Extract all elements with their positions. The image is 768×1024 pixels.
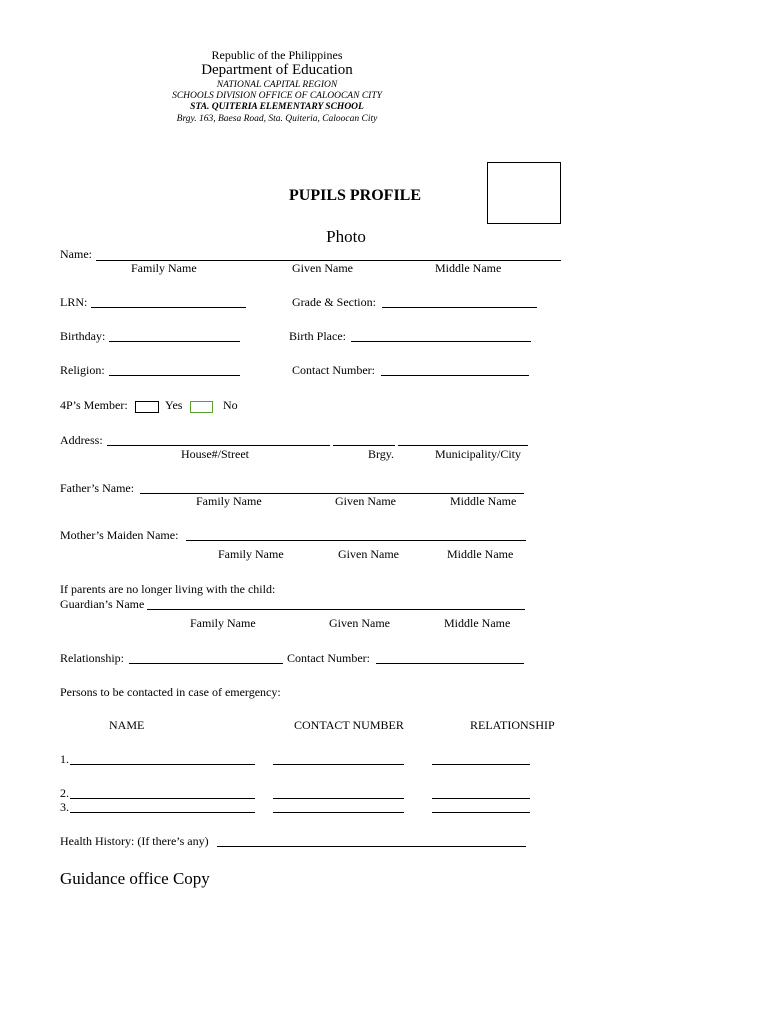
- photo-label: Photo: [326, 227, 366, 246]
- address-city-caption: Municipality/City: [435, 447, 521, 461]
- mother-middle-caption: Middle Name: [447, 547, 514, 561]
- page-title: PUPILS PROFILE: [288, 187, 422, 204]
- contact-number-field[interactable]: [381, 375, 529, 376]
- religion-field[interactable]: [109, 375, 240, 376]
- photo-box[interactable]: [487, 162, 561, 224]
- member-no-checkbox[interactable]: [190, 401, 213, 413]
- member-label: 4P’s Member:: [60, 398, 128, 412]
- member-yes-checkbox[interactable]: [135, 401, 159, 413]
- republic-text: Republic of the Philippines: [211, 48, 343, 62]
- region-text: NATIONAL CAPITAL REGION: [216, 80, 338, 90]
- mother-given-caption: Given Name: [338, 547, 399, 561]
- department-text: Department of Education: [201, 62, 353, 78]
- grade-section-label: Grade & Section:: [292, 295, 376, 309]
- guardian-name-label: Guardian’s Name: [60, 597, 145, 611]
- guardian-middle-caption: Middle Name: [444, 616, 511, 630]
- emergency-row2-contact-field[interactable]: [273, 798, 404, 799]
- birth-place-field[interactable]: [351, 341, 531, 342]
- school-text: STA. QUITERIA ELEMENTARY SCHOOL: [190, 102, 364, 112]
- guidance-copy-label: Guidance office Copy: [60, 869, 210, 888]
- emergency-row-number: 2.: [60, 786, 69, 800]
- member-yes-label: Yes: [165, 398, 183, 412]
- mother-name-field[interactable]: [186, 540, 526, 541]
- name-family-caption: Family Name: [131, 261, 197, 275]
- father-given-caption: Given Name: [335, 494, 396, 508]
- relationship-label: Relationship:: [60, 651, 124, 665]
- guardian-contact-label: Contact Number:: [287, 651, 370, 665]
- emergency-header-contact: CONTACT NUMBER: [294, 718, 404, 732]
- emergency-row2-name-field[interactable]: [70, 798, 255, 799]
- emergency-row1-contact-field[interactable]: [273, 764, 404, 765]
- emergency-row1-relationship-field[interactable]: [432, 764, 530, 765]
- emergency-row1-name-field[interactable]: [70, 764, 255, 765]
- division-text: SCHOOLS DIVISION OFFICE OF CALOOCAN CITY: [172, 91, 382, 101]
- address-city-field[interactable]: [398, 445, 528, 446]
- address-brgy-field[interactable]: [333, 445, 395, 446]
- father-name-label: Father’s Name:: [60, 481, 135, 495]
- grade-section-field[interactable]: [382, 307, 537, 308]
- emergency-row-number: 1.: [60, 752, 69, 766]
- health-history-field[interactable]: [217, 846, 526, 847]
- father-middle-caption: Middle Name: [450, 494, 517, 508]
- birthday-label: Birthday:: [60, 329, 106, 343]
- member-no-label: No: [223, 398, 238, 412]
- guardian-note: If parents are no longer living with the child:: [60, 582, 276, 596]
- emergency-row3-relationship-field[interactable]: [432, 812, 530, 813]
- address-street-caption: House#/Street: [181, 447, 249, 461]
- guardian-contact-field[interactable]: [376, 663, 524, 664]
- address-brgy-caption: Brgy.: [368, 447, 395, 461]
- contact-number-label: Contact Number:: [292, 363, 375, 377]
- emergency-header-name: NAME: [109, 718, 145, 732]
- birthday-field[interactable]: [109, 341, 240, 342]
- emergency-row2-relationship-field[interactable]: [432, 798, 530, 799]
- name-middle-caption: Middle Name: [435, 261, 502, 275]
- emergency-row-number: 3.: [60, 800, 69, 814]
- name-label: Name:: [60, 247, 92, 261]
- guardian-given-caption: Given Name: [329, 616, 390, 630]
- address-street-field[interactable]: [107, 445, 330, 446]
- address-label: Address:: [60, 433, 103, 447]
- emergency-row3-name-field[interactable]: [70, 812, 255, 813]
- school-address-text: Brgy. 163, Baesa Road, Sta. Quiteria, Caloocan City: [176, 114, 378, 124]
- name-given-caption: Given Name: [292, 261, 353, 275]
- religion-label: Religion:: [60, 363, 105, 377]
- relationship-field[interactable]: [129, 663, 283, 664]
- lrn-field[interactable]: [91, 307, 246, 308]
- health-history-label: Health History: (If there’s any): [60, 834, 209, 848]
- emergency-row3-contact-field[interactable]: [273, 812, 404, 813]
- guardian-family-caption: Family Name: [190, 616, 256, 630]
- birth-place-label: Birth Place:: [289, 329, 346, 343]
- guardian-name-field[interactable]: [147, 609, 525, 610]
- mother-family-caption: Family Name: [218, 547, 284, 561]
- lrn-label: LRN:: [60, 295, 88, 309]
- emergency-header-relationship: RELATIONSHIP: [470, 718, 555, 732]
- mother-name-label: Mother’s Maiden Name:: [60, 528, 179, 542]
- emergency-label: Persons to be contacted in case of emergency:: [60, 685, 281, 699]
- father-family-caption: Family Name: [196, 494, 262, 508]
